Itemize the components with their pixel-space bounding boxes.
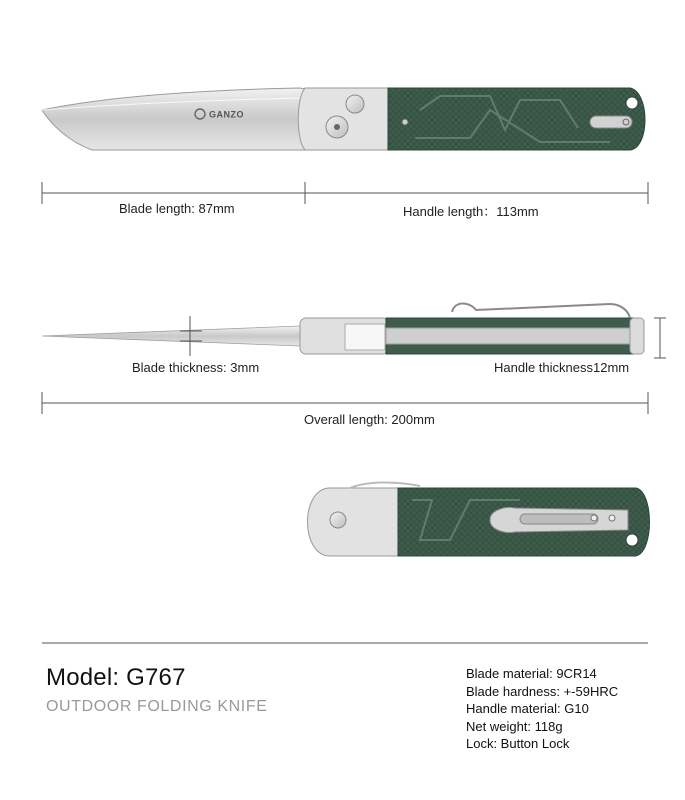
knife-closed-view [308, 483, 650, 557]
handle-thickness-marker [654, 318, 666, 358]
handle-length-label: Handle length：113mm [403, 204, 539, 219]
blade-thickness-label: Blade thickness: 3mm [132, 360, 260, 375]
knife-side-view [42, 88, 645, 150]
knife-spine-view [42, 304, 644, 355]
spec-net-weight: Net weight: 118g [466, 718, 563, 734]
blade-length-label: Blade length: 87mm [119, 201, 235, 216]
overall-length-label: Overall length: 200mm [304, 412, 435, 427]
product-subtitle: OUTDOOR FOLDING KNIFE [46, 698, 268, 715]
model-title: Model: G767 [46, 664, 186, 691]
dimension-line-overall [42, 392, 648, 414]
spec-list [466, 665, 618, 753]
handle-thickness-label: Handle thickness12mm [494, 360, 630, 375]
spec-blade-hardness: Blade hardness: +-59HRC [466, 683, 619, 699]
spec-lock: Lock: Button Lock [466, 736, 570, 752]
spec-blade-material: Blade material: 9CR14 [466, 666, 597, 681]
spec-handle-material: Handle material: G10 [466, 701, 589, 717]
ganzo-logo: GANZO [209, 109, 244, 120]
